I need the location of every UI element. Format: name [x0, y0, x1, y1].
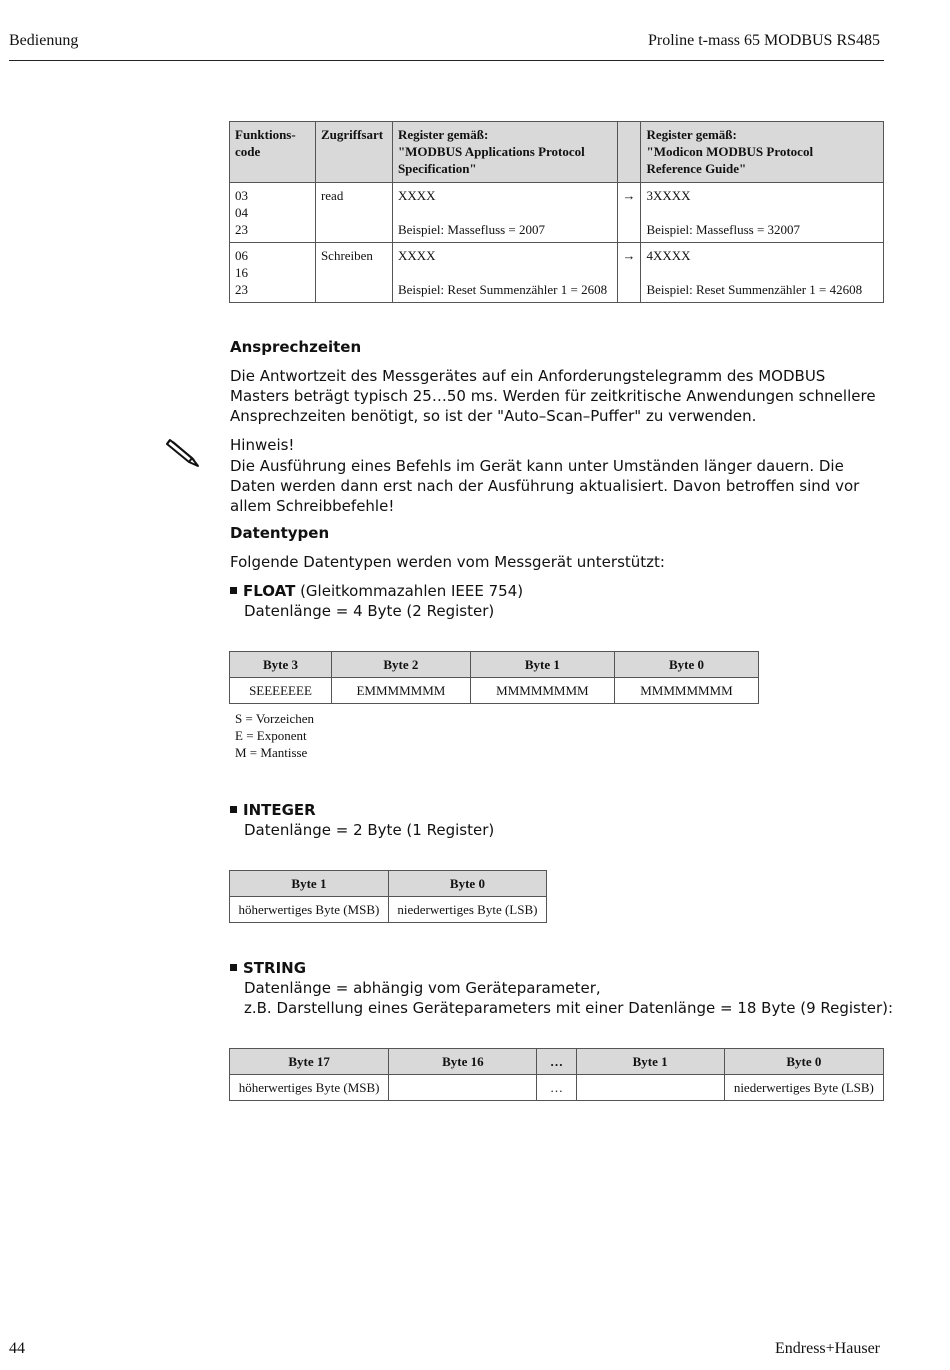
value-cell: niederwertiges Byte (LSB)	[724, 1075, 883, 1101]
value-cell: …	[537, 1075, 576, 1101]
value-cell: niederwertiges Byte (LSB)	[388, 897, 546, 923]
header-divider	[9, 60, 884, 61]
datatypes-heading: Datentypen	[230, 524, 330, 542]
integer-item	[230, 800, 494, 840]
value-cell	[389, 1075, 537, 1101]
register-example: Beispiel: Reset Summenzähler 1 = 2608	[397, 282, 608, 297]
header-cell: Byte 16	[389, 1049, 537, 1075]
access-cell: Schreiben	[315, 243, 392, 303]
datatypes-intro: Folgende Datentypen werden vom Messgerät unterstützt:	[230, 553, 665, 571]
footer-brand: Endress+Hauser	[775, 1340, 880, 1357]
value-cell: EMMMMMMM	[331, 678, 470, 704]
modicon-cell	[641, 243, 884, 303]
note-text: Die Ausführung eines Befehls im Gerät kann unter Umständen länger dauern. Die Daten werden dann erst nach der Ausführung aktualisiert. Davon betroffen sind vor allem Schreibbefehle!	[230, 457, 860, 515]
register-cell	[392, 183, 617, 243]
string-example: z.B. Darstellung eines Geräteparameters mit einer Datenlänge = 18 Byte (9 Register):	[244, 999, 894, 1017]
legend-item: M = Mantisse	[235, 745, 308, 760]
modicon-example: Beispiel: Massefluss = 32007	[646, 222, 801, 237]
value-cell: SEEEEEEE	[230, 678, 332, 704]
table-header-row	[230, 652, 759, 678]
float-length: Datenlänge = 4 Byte (2 Register)	[244, 602, 495, 620]
modicon-example: Beispiel: Reset Summenzähler 1 = 42608	[646, 282, 863, 297]
table-row	[230, 183, 884, 243]
header-cell: Byte 0	[614, 652, 758, 678]
access-cell: read	[315, 183, 392, 243]
header-cell: …	[537, 1049, 576, 1075]
integer-length: Datenlänge = 2 Byte (1 Register)	[244, 821, 495, 839]
header-cell: Byte 17	[230, 1049, 389, 1075]
codes-cell: 03 04 23	[230, 183, 316, 243]
value-cell	[576, 1075, 724, 1101]
note-label: Hinweis!	[230, 436, 295, 454]
table-row	[230, 897, 547, 923]
header-cell: Zugriffsart	[315, 122, 392, 183]
register-value: XXXX	[397, 188, 436, 203]
register-cell	[392, 243, 617, 303]
bullet-square	[230, 587, 237, 594]
codes-cell: 06 16 23	[230, 243, 316, 303]
header-product: Proline t-mass 65 MODBUS RS485	[648, 32, 881, 49]
header-cell: Register gemäß: "MODBUS Applications Protocol Specification"	[392, 122, 617, 183]
table-row	[230, 1075, 884, 1101]
bullet-square	[230, 806, 237, 813]
response-text: Die Antwortzeit des Messgerätes auf ein Anforderungstelegramm des MODBUS Masters beträgt typisch 25…50 ms. Werden für zeitkritische Anwendungen schnellere Ansprechzeiten benötigt, so ist der "Auto–Scan–Puffer" zu verwenden.	[230, 367, 876, 425]
float-table	[229, 651, 759, 704]
table-header-row	[230, 871, 547, 897]
legend-item: S = Vorzeichen	[235, 711, 315, 726]
value-cell: MMMMMMMM	[470, 678, 614, 704]
register-table	[229, 121, 884, 303]
header-section: Bedienung	[9, 32, 79, 49]
header-cell: Byte 1	[470, 652, 614, 678]
legend-item: E = Exponent	[235, 728, 307, 743]
response-heading: Ansprechzeiten	[230, 338, 362, 356]
header-cell: Byte 0	[724, 1049, 883, 1075]
header-cell: Funktions- code	[230, 122, 316, 183]
header-cell: Byte 1	[230, 871, 389, 897]
table-row	[230, 243, 884, 303]
value-cell: höherwertiges Byte (MSB)	[230, 1075, 389, 1101]
string-table	[229, 1048, 884, 1101]
page-number: 44	[9, 1340, 25, 1357]
float-desc: (Gleitkommazahlen IEEE 754)	[300, 582, 524, 600]
modicon-cell	[641, 183, 884, 243]
header-cell-empty	[617, 122, 641, 183]
register-value: XXXX	[397, 248, 436, 263]
table-row	[230, 678, 759, 704]
value-cell: höherwertiges Byte (MSB)	[230, 897, 389, 923]
arrow-icon: →	[617, 183, 641, 243]
bullet-square	[230, 964, 237, 971]
pencil-icon	[162, 432, 202, 472]
integer-table	[229, 870, 547, 923]
register-example: Beispiel: Massefluss = 2007	[397, 222, 546, 237]
float-legend	[235, 710, 314, 761]
header-cell: Register gemäß: "Modicon MODBUS Protocol Reference Guide"	[641, 122, 884, 183]
string-length: Datenlänge = abhängig vom Geräteparameter,	[244, 979, 601, 997]
string-name: STRING	[243, 959, 307, 977]
header-cell: Byte 0	[388, 871, 546, 897]
table-header-row	[230, 122, 884, 183]
modicon-value: 3XXXX	[646, 188, 691, 203]
value-cell: MMMMMMMM	[614, 678, 758, 704]
table-header-row	[230, 1049, 884, 1075]
header-cell: Byte 2	[331, 652, 470, 678]
float-name: FLOAT	[243, 582, 296, 600]
header-cell: Byte 3	[230, 652, 332, 678]
integer-name: INTEGER	[243, 801, 316, 819]
modicon-value: 4XXXX	[646, 248, 691, 263]
float-item	[230, 581, 523, 621]
string-item	[230, 958, 893, 1018]
arrow-icon: →	[617, 243, 641, 303]
header-cell: Byte 1	[576, 1049, 724, 1075]
